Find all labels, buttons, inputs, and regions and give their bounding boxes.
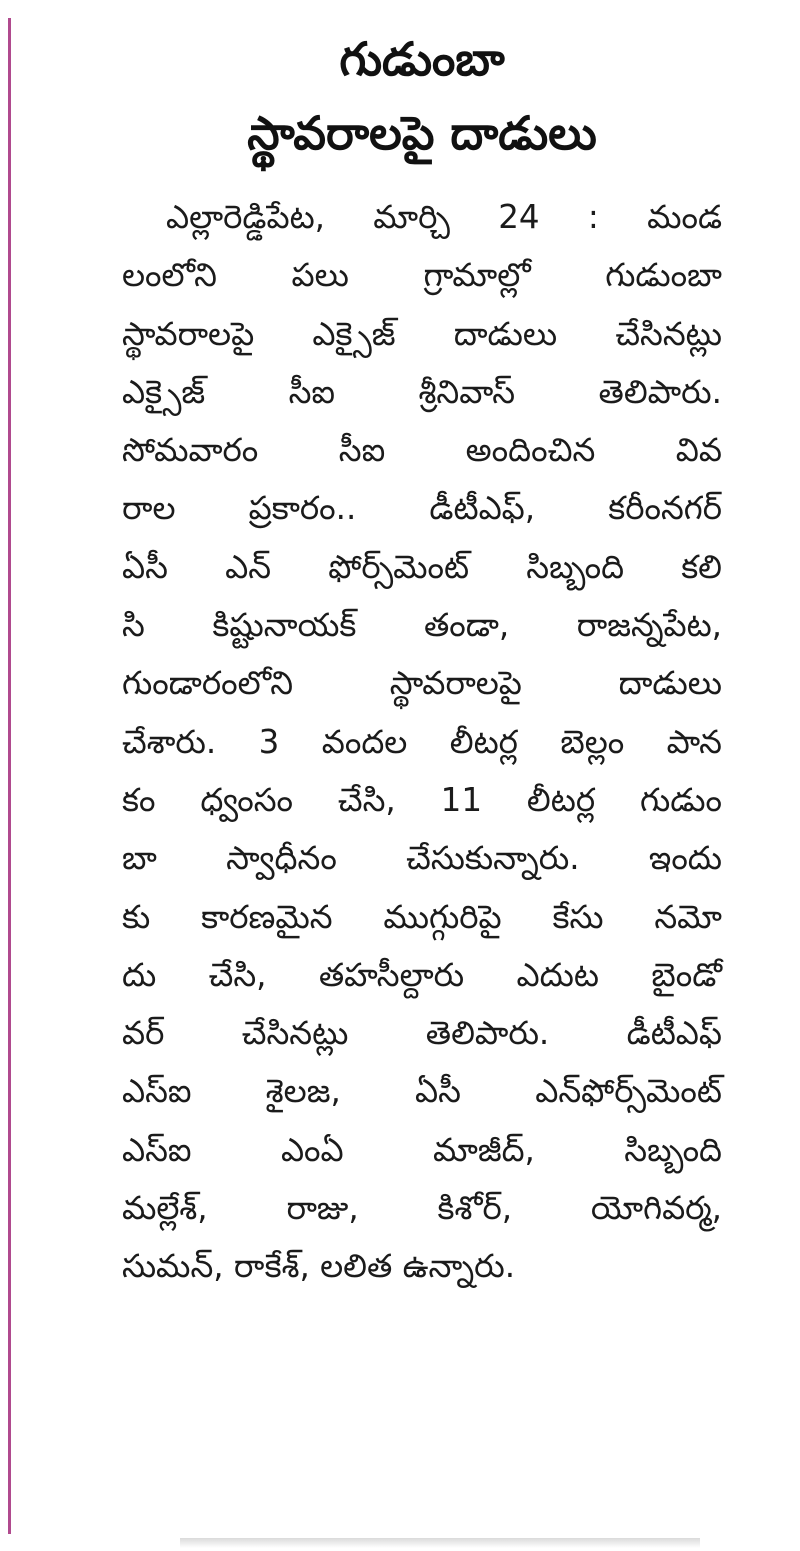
body-line: ఎక్సైజ్ సీఐ శ్రీనివాస్ తెలిపారు. <box>122 372 722 411</box>
body-line: ఏసీ ఎన్ ఫోర్స్‌మెంట్ సిబ్బంది కలి <box>122 547 722 586</box>
body-line: సోమవారం సీఐ అందించిన వివ <box>122 431 722 470</box>
body-line: మల్లేశ్, రాజు, కిశోర్, యోగివర్మ, <box>122 1189 722 1228</box>
article-body <box>122 188 722 1296</box>
body-line: ఎస్ఐ శైలజ, ఏసీ ఎన్‌ఫోర్స్‌మెంట్ <box>122 1072 722 1111</box>
body-line: రాల ప్రకారం.. డీటీఎఫ్, కరీంనగర్ <box>122 489 722 528</box>
headline-line-2: స్థావరాలపై దాడులు <box>247 106 597 160</box>
body-line: కం ధ్వంసం చేసి, 11 లీటర్ల గుడుం <box>122 780 722 819</box>
body-line: గుండారంలోని స్థావరాలపై దాడులు <box>122 664 722 703</box>
body-line: బా స్వాధీనం చేసుకున్నారు. ఇందు <box>122 839 722 878</box>
column-divider-rule <box>8 18 11 1534</box>
body-line: లంలోని పలు గ్రామాల్లో గుడుంబా <box>122 256 722 295</box>
headline-line-1: గుడుంబా <box>339 32 505 86</box>
body-line: ఎల్లారెడ్డిపేట, మార్చి 24 : మండ <box>166 198 722 236</box>
body-line: చేశారు. 3 వందల లీటర్ల బెల్లం పాన <box>122 722 722 761</box>
next-article-edge <box>180 1538 700 1548</box>
body-line: సి కిష్టునాయక్ తండా, రాజన్నపేట, <box>122 606 722 645</box>
news-article <box>122 22 722 1296</box>
body-line: సుమన్, రాకేశ్, లలిత ఉన్నారు. <box>122 1247 516 1286</box>
body-line: వర్ చేసినట్లు తెలిపారు. డీటీఎఫ్ <box>122 1014 722 1053</box>
body-line: స్థావరాలపై ఎక్సైజ్ దాడులు చేసినట్లు <box>122 314 722 353</box>
body-line: కు కారణమైన ముగ్గురిపై కేసు నమో <box>122 897 722 936</box>
body-line: ఎస్ఐ ఎంఏ మాజీద్, సిబ్బంది <box>122 1130 722 1169</box>
body-line: దు చేసి, తహసీల్దారు ఎదుట బైండో <box>122 955 722 994</box>
article-headline <box>122 22 722 170</box>
